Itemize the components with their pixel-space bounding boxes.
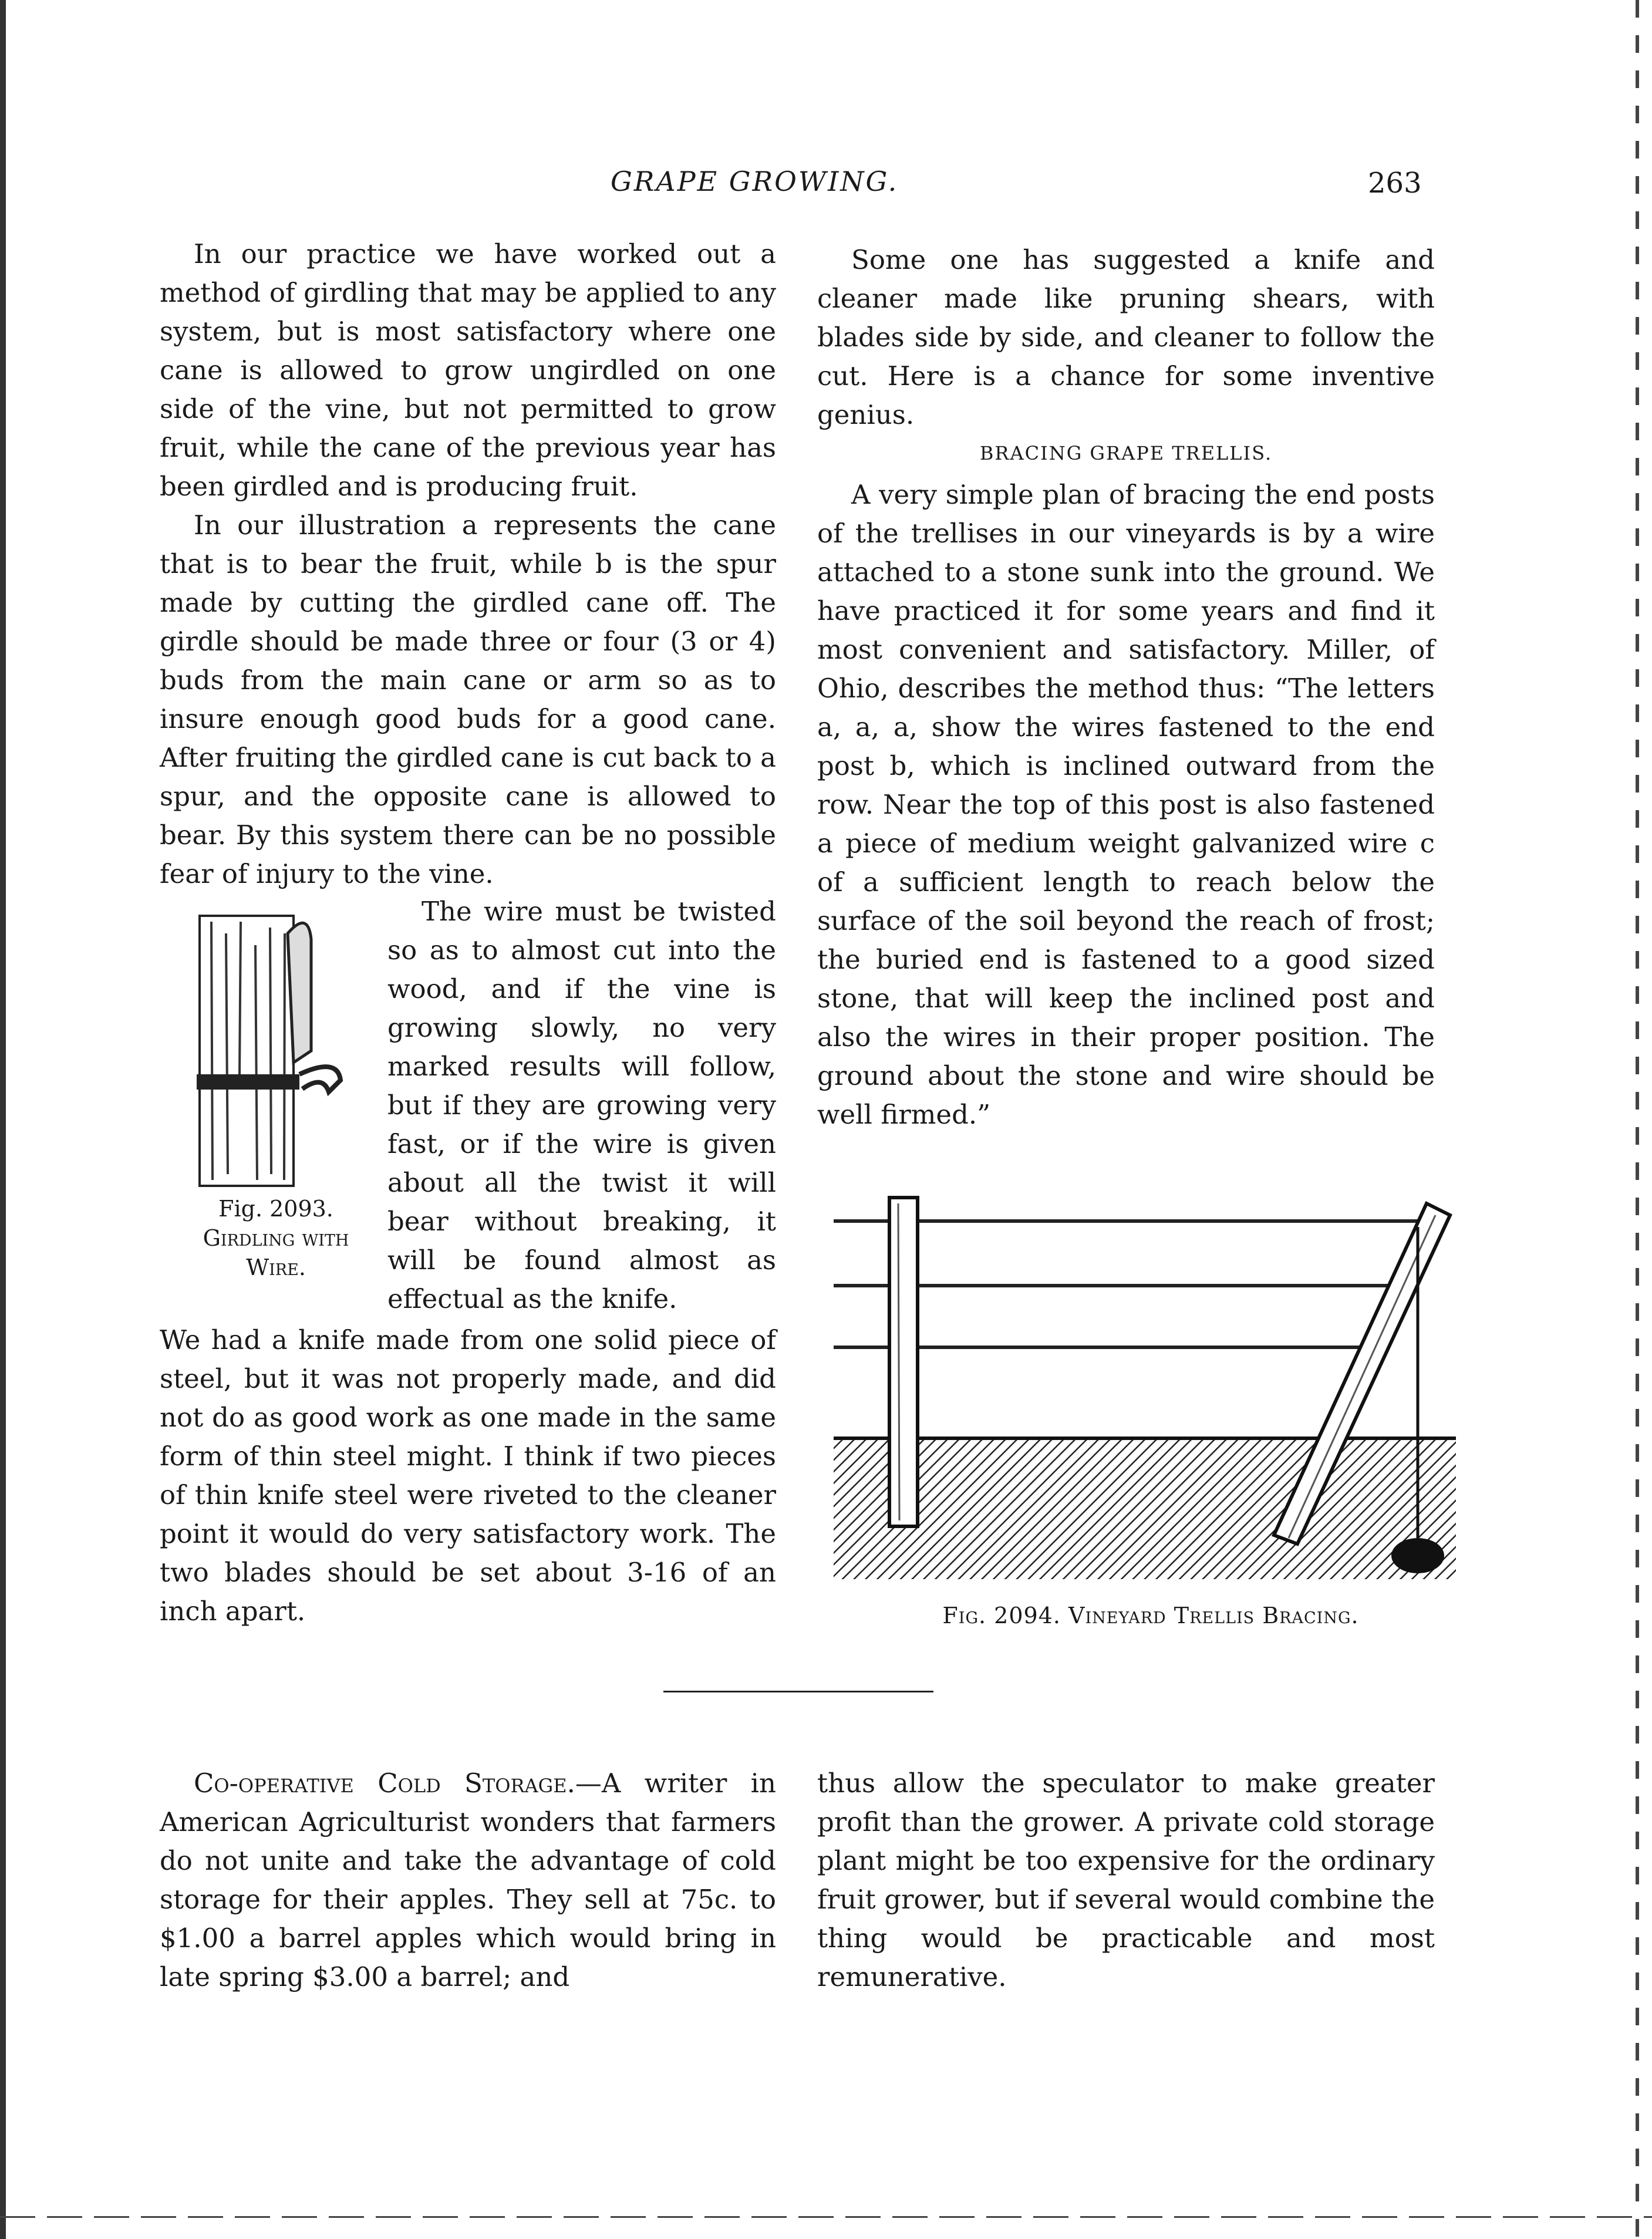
- page-number: 263: [1368, 167, 1422, 200]
- cold-storage-text-left: —A writer in American Agriculturist wonders that farmers do not unite and take the advantage of cold storage for their apples. They sell at 75c. to $1.00 a barrel apples which would bring in late spring $3.00 a barrel; and: [160, 1768, 776, 1992]
- right-column: [817, 241, 1435, 1134]
- left-column-top: [160, 235, 776, 893]
- section-divider: [663, 1691, 933, 1692]
- left-paragraph-3: The wire must be twisted so as to almost cut into the wood, and if the vine is growing slowly, no very marked results will follow, but if they are growing very fast, or if the wire is given about all the twist it will bear without breaking, it will be found almost as effectual as the knife.: [387, 896, 776, 1314]
- girdling-illustration: [176, 898, 364, 1192]
- bottom-right-column: [817, 1764, 1435, 1997]
- scan-right-edge: [1636, 0, 1639, 2239]
- figure-2093-number: Fig. 2093.: [218, 1196, 333, 1222]
- left-paragraph-4: We had a knife made from one solid piece of steel, but it was not properly made, and did not do as good work as one made in the same form of thin steel might. I think if two pieces of thin knife steel were riveted to the cleaner point it would do very satisfactory work. The two blades should be set about 3-16 of an inch apart.: [160, 1324, 776, 1627]
- figure-2094-trellis: [834, 1192, 1456, 1579]
- right-paragraph-2: A very simple plan of bracing the end posts of the trellises in our vineyards is by a wire attached to a stone sunk into the ground. We have practiced it for some years and find it most convenient and satisfactory. Miller, of Ohio, describes the method thus: “The letters a, a, a, show the wires fastened to the end post b, which is inclined outward from the row. Near the top of this post is also fastened a piece of medium weight galvanized wire c of a sufficient length to reach below the surface of the soil beyond the reach of frost; the buried end is fastened to a good sized stone, that will keep the inclined post and also the wires in their proper position. The ground about the stone and wire should be well firmed.”: [817, 479, 1435, 1130]
- cold-storage-heading: Co-operative Cold Storage.: [194, 1768, 575, 1799]
- figure-2093-caption-line2: Wire.: [246, 1255, 306, 1280]
- figure-2093-caption-line1: Girdling with: [203, 1225, 349, 1251]
- cold-storage-text-right: thus allow the speculator to make greater profit than the grower. A private cold storage plant might be too expensive for the ordinary fruit grower, but if several would combine the thing would be practicable and most remunerative.: [817, 1768, 1435, 1992]
- left-column-beside-figure: [387, 892, 776, 1319]
- bottom-left-column: [160, 1764, 776, 1997]
- left-paragraph-2: In our illustration a represents the cane that is to bear the fruit, while b is the spur made by cutting the girdled cane off. The girdle should be made three or four (3 or 4) buds from the main cane or arm so as to insure enough good buds for a good cane. After fruiting the girdled cane is cut back to a spur, and the opposite cane is allowed to bear. By this system there can be no possible fear of injury to the vine.: [160, 510, 776, 889]
- left-paragraph-1: In our practice we have worked out a method of girdling that may be applied to any system, but is most satisfactory where one cane is allowed to grow ungirdled on one side of the vine, but not permitted to grow fruit, while the cane of the previous year has been girdled and is producing fruit.: [160, 238, 776, 502]
- figure-2093: [176, 898, 376, 1282]
- running-header: GRAPE GROWING.: [611, 166, 899, 197]
- scan-left-edge: [0, 0, 6, 2239]
- figure-2094-caption: Fig. 2094. Vineyard Trellis Bracing.: [942, 1603, 1359, 1628]
- left-column-bottom: [160, 1321, 776, 1631]
- right-paragraph-1: Some one has suggested a knife and cleaner made like pruning shears, with blades side by side, and cleaner to follow the cut. Here is a chance for some inventive genius.: [817, 244, 1435, 430]
- section-heading-bracing: BRACING GRAPE TRELLIS.: [979, 442, 1273, 464]
- scan-bottom-edge: [0, 2216, 1652, 2218]
